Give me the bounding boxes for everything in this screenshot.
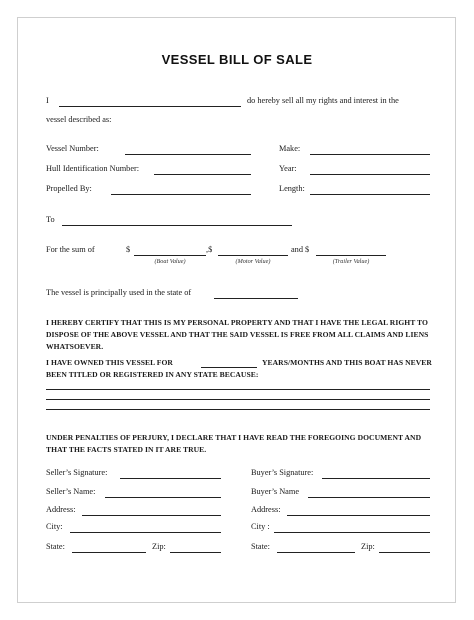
buyer-address-line[interactable]	[287, 515, 430, 516]
make-label: Make:	[279, 144, 301, 153]
buyer-address-label: Address:	[251, 505, 281, 514]
seller-state-line[interactable]	[72, 552, 146, 553]
intro-text: do hereby sell all my rights and interest in the	[247, 96, 399, 105]
and-dollar-label: and $	[291, 245, 310, 254]
form-title: VESSEL BILL OF SALE	[161, 52, 313, 67]
buyer-state-label: State:	[251, 542, 270, 551]
propelled-by-label: Propelled By:	[46, 184, 92, 193]
seller-city-label: City:	[46, 522, 63, 531]
buyer-name-line[interactable]	[308, 497, 430, 498]
buyer-city-label: City :	[251, 522, 270, 531]
buyer-name-label: Buyer’s Name	[251, 487, 300, 496]
make-line[interactable]	[310, 154, 430, 155]
perjury-line-2: THAT THE FACTS STATED IN IT ARE TRUE.	[46, 445, 207, 454]
seller-address-line[interactable]	[82, 515, 221, 516]
buyer-signature-label: Buyer’s Signature:	[251, 468, 314, 477]
year-line[interactable]	[310, 174, 430, 175]
motor-value-caption: (Motor Value)	[235, 258, 271, 265]
sum-label: For the sum of	[46, 245, 95, 254]
seller-zip-label: Zip:	[152, 542, 166, 551]
to-label: To	[46, 215, 55, 224]
state-used-label: The vessel is principally used in the state of	[46, 288, 192, 297]
owned-text-b: YEARS/MONTHS AND THIS BOAT HAS NEVER	[262, 358, 432, 367]
seller-state-label: State:	[46, 542, 65, 551]
buyer-signature-line[interactable]	[322, 478, 430, 479]
seller-signature-line[interactable]	[120, 478, 221, 479]
length-label: Length:	[279, 184, 305, 193]
propelled-by-line[interactable]	[111, 194, 251, 195]
buyer-zip-line[interactable]	[379, 552, 430, 553]
seller-signature-label: Seller’s Signature:	[46, 468, 108, 477]
seller-name-label: Seller’s Name:	[46, 487, 96, 496]
seller-name-intro-line[interactable]	[59, 106, 241, 107]
motor-value-line[interactable]	[218, 255, 288, 256]
trailer-value-caption: (Trailer Value)	[332, 258, 370, 265]
dollar-sign-1: $	[126, 245, 131, 254]
buyer-city-line[interactable]	[274, 532, 430, 533]
owned-duration-line[interactable]	[201, 367, 257, 368]
boat-value-line[interactable]	[134, 255, 206, 256]
buyer-state-line[interactable]	[277, 552, 355, 553]
seller-name-line[interactable]	[105, 497, 221, 498]
seller-address-label: Address:	[46, 505, 76, 514]
dollar-sign-2: ,$	[206, 245, 213, 254]
buyer-to-line[interactable]	[62, 225, 292, 226]
reason-line-1[interactable]	[46, 389, 430, 390]
buyer-zip-label: Zip:	[361, 542, 375, 551]
state-used-line[interactable]	[214, 298, 298, 299]
boat-value-caption: (Boat Value)	[154, 258, 186, 265]
intro-i-label: I	[46, 96, 49, 105]
certify-line-3: WHATSOEVER.	[46, 342, 104, 351]
length-line[interactable]	[310, 194, 430, 195]
perjury-line-1: UNDER PENALTIES OF PERJURY, I DECLARE THAT I HAVE READ THE FOREGOING DOCUMENT AND	[46, 433, 422, 442]
reason-line-3[interactable]	[46, 409, 430, 410]
hull-id-label: Hull Identification Number:	[46, 164, 140, 173]
vessel-number-label: Vessel Number:	[46, 144, 99, 153]
year-label: Year:	[279, 164, 297, 173]
seller-city-line[interactable]	[70, 532, 221, 533]
owned-text-a: I HAVE OWNED THIS VESSEL FOR	[46, 358, 173, 367]
vessel-number-line[interactable]	[125, 154, 251, 155]
seller-zip-line[interactable]	[170, 552, 221, 553]
trailer-value-line[interactable]	[316, 255, 386, 256]
reason-line-2[interactable]	[46, 399, 430, 400]
certify-line-1: I HEREBY CERTIFY THAT THIS IS MY PERSONAL PROPERTY AND THAT I HAVE THE LEGAL RIGHT TO	[46, 318, 428, 327]
hull-id-line[interactable]	[154, 174, 251, 175]
owned-text-c: BEEN TITLED OR REGISTERED IN ANY STATE BECAUSE:	[46, 370, 259, 379]
intro-continued: vessel described as:	[46, 115, 112, 124]
certify-line-2: DISPOSE OF THE ABOVE VESSEL AND THAT THE SAID VESSEL IS FREE FROM ALL CLAIMS AND LIENS	[46, 330, 429, 339]
